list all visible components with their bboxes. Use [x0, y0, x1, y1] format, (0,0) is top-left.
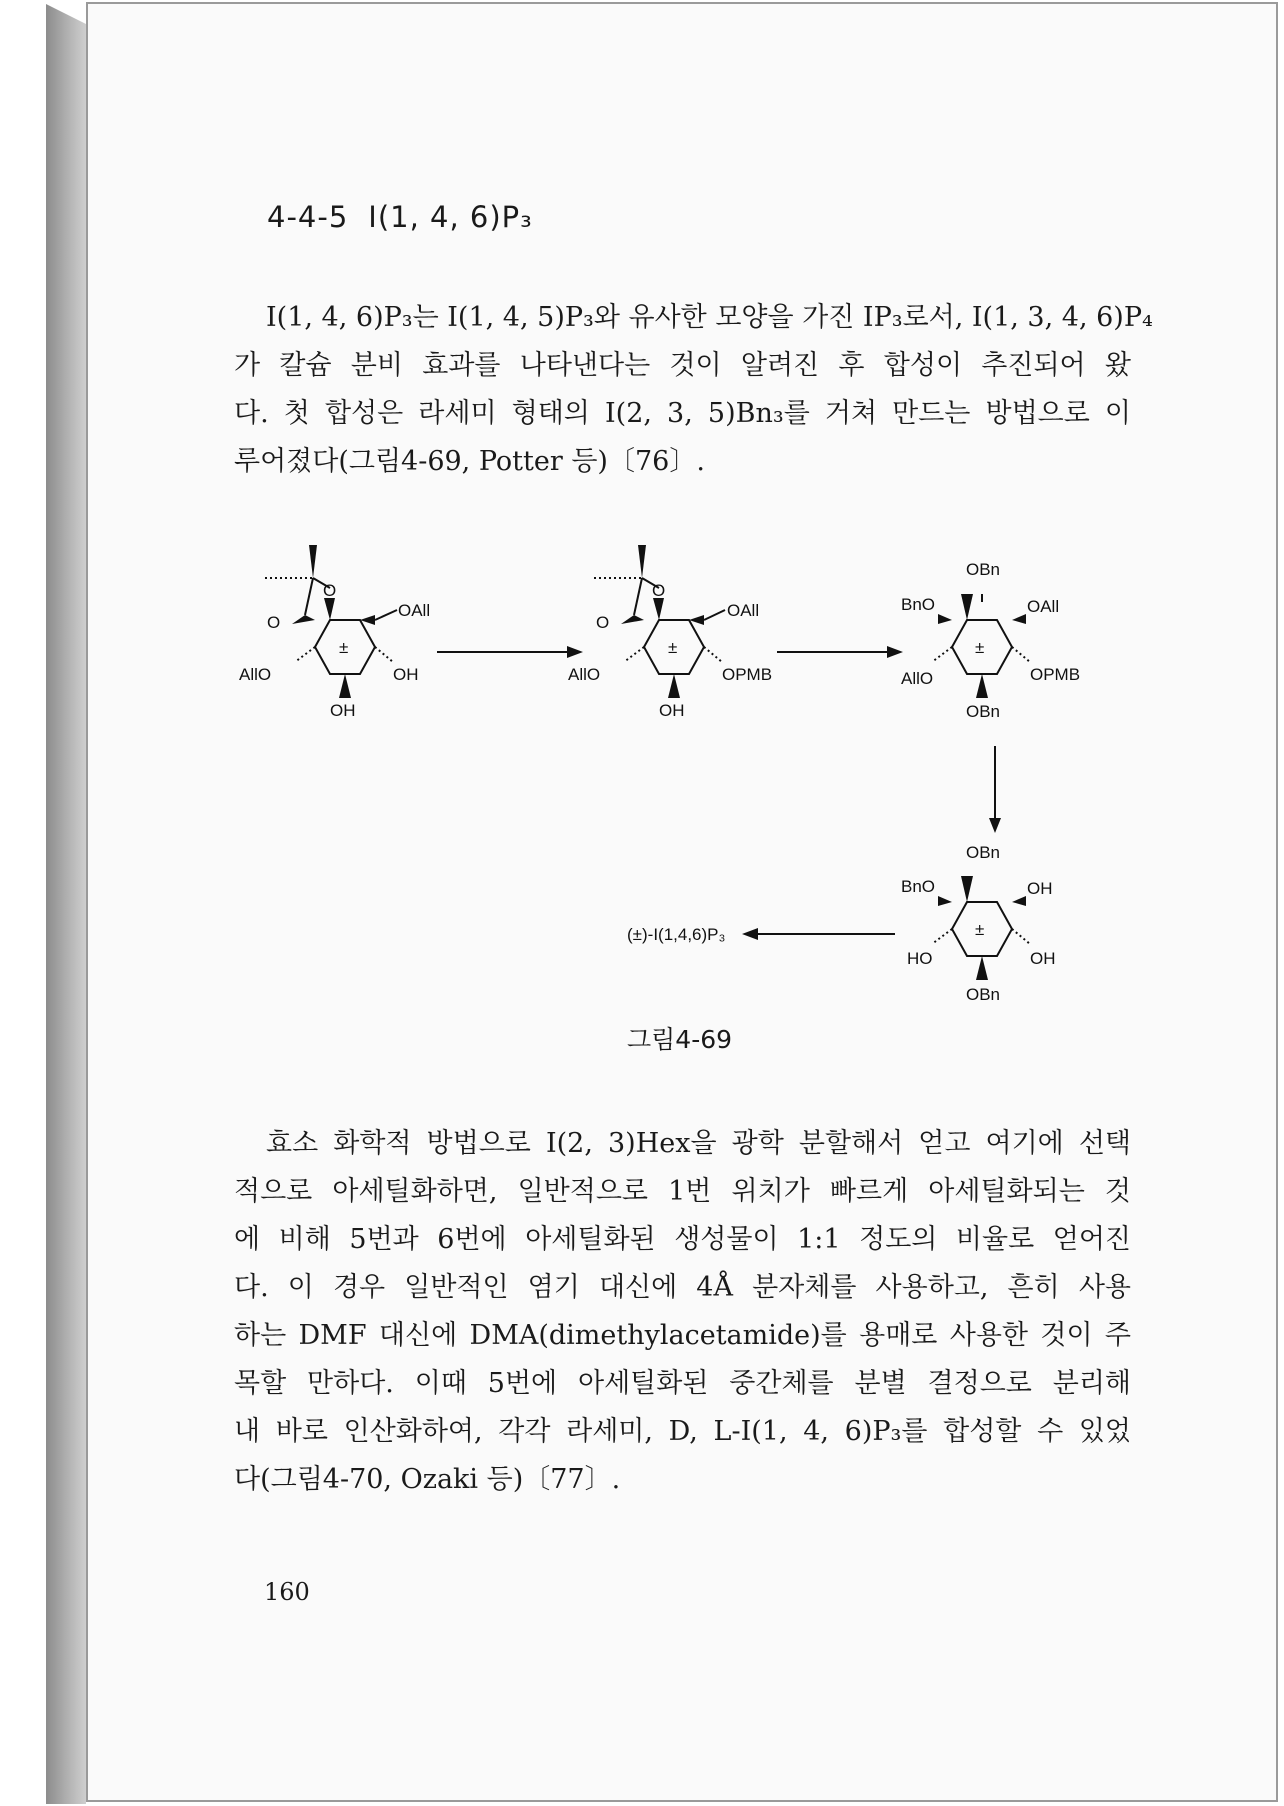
molecule-2	[568, 545, 772, 720]
obn-label: OBn	[966, 985, 1001, 1004]
book-spine	[46, 4, 86, 1804]
oh-label: OH	[1027, 879, 1053, 898]
allo-label: AllO	[568, 665, 601, 684]
molecule-4	[901, 843, 1056, 1004]
page-number: 160	[264, 1578, 310, 1606]
opmb-label: OPMB	[722, 665, 773, 684]
ho-label: HO	[907, 949, 933, 968]
paragraph-line: 다(그림4-70, Ozaki 등)〔77〕.	[234, 1464, 621, 1495]
paragraph-line: 다. 이 경우 일반적인 염기 대신에 4Å 분자체를 사용하고, 흔히 사용	[234, 1272, 1131, 1303]
pm-label: ±	[668, 638, 678, 657]
ring-o-label: O	[652, 581, 666, 600]
molecule-3	[901, 560, 1080, 721]
section-number: 4-4-5	[267, 200, 349, 234]
paragraph-line: 루어졌다(그림4-69, Potter 등)〔76〕.	[234, 446, 705, 477]
oh-label: OH	[1030, 949, 1056, 968]
section-heading	[267, 200, 533, 234]
product-label: (±)-I(1,4,6)P₃	[627, 925, 726, 944]
allo-label: AllO	[239, 665, 272, 684]
paragraph-line: 효소 화학적 방법으로 I(2, 3)Hex을 광학 분할해서 얻고 여기에 선택	[266, 1128, 1131, 1159]
reaction-scheme	[225, 540, 1105, 1020]
bno-label: BnO	[901, 877, 936, 896]
obn-label: OBn	[966, 702, 1001, 721]
bno-label: BnO	[901, 595, 936, 614]
obn-label: OBn	[966, 560, 1001, 579]
oall-label: OAll	[398, 601, 431, 620]
figure-caption: 그림4-69	[627, 1025, 733, 1054]
paragraph-line: 에 비해 5번과 6번에 아세틸화된 생성물이 1:1 정도의 비율로 얻어진	[234, 1224, 1131, 1255]
pm-label: ±	[975, 920, 985, 939]
paragraph-line: I(1, 4, 6)P₃는 I(1, 4, 5)P₃와 유사한 모양을 가진 IP₃로서, I(1, 3, 4, 6)P₄	[266, 302, 1153, 333]
molecule-1	[239, 545, 430, 720]
paragraph-line: 가 칼슘 분비 효과를 나타낸다는 것이 알려진 후 합성이 추진되어 왔	[234, 350, 1131, 381]
section-title: I(1, 4, 6)P₃	[368, 200, 533, 234]
oh-label: OH	[659, 701, 685, 720]
paragraph-line: 다. 첫 합성은 라세미 형태의 I(2, 3, 5)Bn₃를 거쳐 만드는 방법으로 이	[234, 398, 1131, 429]
ring-o-label: O	[323, 581, 337, 600]
allo-label: AllO	[901, 669, 934, 688]
opmb-label: OPMB	[1030, 665, 1081, 684]
paragraph-1	[234, 294, 1153, 486]
pm-label: ±	[975, 638, 985, 657]
ring-o-label: O	[267, 613, 281, 632]
ring-o-label: O	[596, 613, 610, 632]
oall-label: OAll	[727, 601, 760, 620]
oh-label: OH	[330, 701, 356, 720]
oh-label: OH	[393, 665, 419, 684]
paragraph-line: 적으로 아세틸화하면, 일반적으로 1번 위치가 빠르게 아세틸화되는 것	[234, 1176, 1131, 1207]
paragraph-line: 목할 만하다. 이때 5번에 아세틸화된 중간체를 분별 결정으로 분리해	[234, 1368, 1131, 1399]
obn-label: OBn	[966, 843, 1001, 862]
oall-label: OAll	[1027, 597, 1060, 616]
paragraph-line: 내 바로 인산화하여, 각각 라세미, D, L-I(1, 4, 6)P₃를 합성할 수 있었	[234, 1416, 1131, 1447]
paragraph-line: 하는 DMF 대신에 DMA(dimethylacetamide)를 용매로 사용한 것이 주	[234, 1320, 1131, 1351]
pm-label: ±	[339, 638, 349, 657]
paragraph-2	[234, 1120, 1131, 1504]
